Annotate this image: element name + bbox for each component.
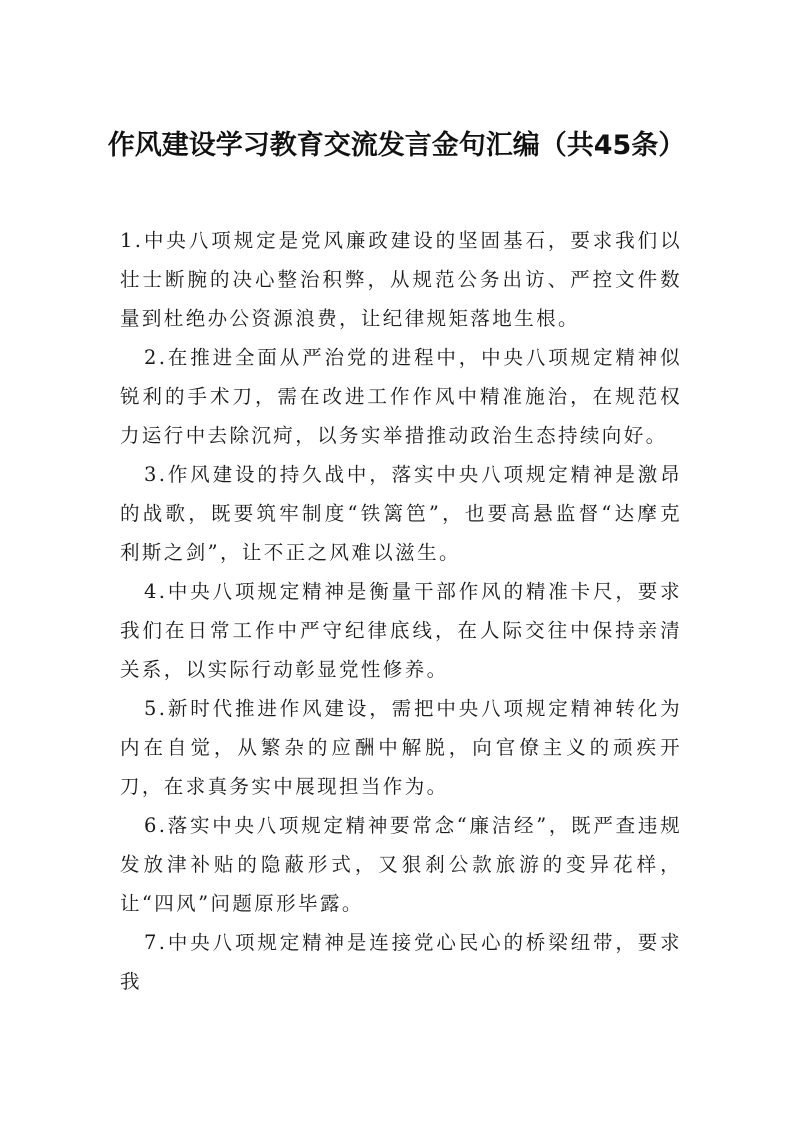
paragraph-5: 5.新时代推进作风建设，需把中央八项规定精神转化为内在自觉，从繁杂的应酬中解脱，向官僚主义的顽疾开刀，在求真务实中展现担当作为。 bbox=[120, 697, 682, 798]
paragraph-6: 6.落实中央八项规定精神要常念“廉洁经”，既严查违规发放津补贴的隐蔽形式，又狠刹公款旅游的变异花样，让“四风”问题原形毕露。 bbox=[120, 814, 682, 915]
paragraph-2: 2.在推进全面从严治党的进程中，中央八项规定精神似锐利的手术刀，需在改进工作作风中精准施治，在规范权力运行中去除沉疴，以务实举措推动政治生态持续向好。 bbox=[120, 346, 682, 447]
paragraph-4: 4.中央八项规定精神是衡量干部作风的精准卡尺，要求我们在日常工作中严守纪律底线，在人际交往中保持亲清关系，以实际行动彰显党性修养。 bbox=[120, 580, 682, 681]
paragraph-3: 3.作风建设的持久战中，落实中央八项规定精神是激昂的战歌，既要筑牢制度“铁篱笆”，也要高悬监督“达摩克利斯之剑”，让不正之风难以滋生。 bbox=[120, 463, 682, 564]
document-body bbox=[120, 221, 682, 1001]
paragraph-7: 7.中央八项规定精神是连接党心民心的桥梁纽带，要求我 bbox=[120, 931, 682, 993]
document-title: 作风建设学习教育交流发言金句汇编（共45条） bbox=[107, 130, 686, 161]
paragraph-1: 1.中央八项规定是党风廉政建设的坚固基石，要求我们以壮士断腕的决心整治积弊，从规范公务出访、严控文件数量到杜绝办公资源浪费，让纪律规矩落地生根。 bbox=[120, 229, 682, 330]
